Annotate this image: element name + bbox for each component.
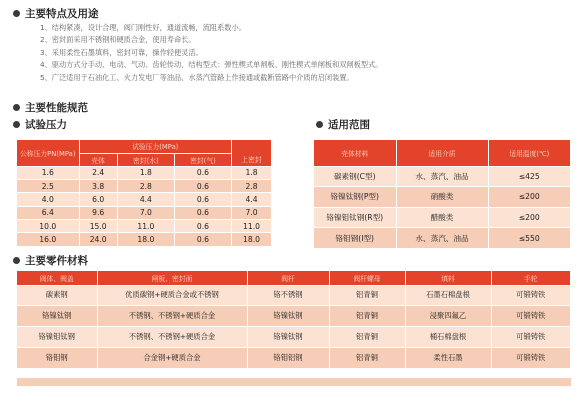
- materials-table: [17, 271, 571, 369]
- header-seal-air: 密封(气): [174, 153, 231, 166]
- table-cell: 铝青铜: [329, 306, 405, 327]
- table-row: [17, 233, 272, 246]
- table-cell: 4.0: [17, 193, 79, 206]
- feature-item: 5、广泛适用于石油化工、火力发电厂等油品、水蒸汽管路上作接通或截断管路中介质的启闭装置。: [40, 72, 354, 82]
- bullet-icon: [13, 10, 20, 17]
- bullet-icon: [316, 121, 323, 128]
- table-cell: 18.0: [117, 233, 174, 246]
- scope-title: 适用范围: [328, 119, 370, 131]
- performance-title: 主要性能规范: [25, 102, 88, 114]
- feature-item: 1、结构紧凑，设计合理，阀门刚性好，通道流畅，流阻系数小。: [40, 23, 246, 32]
- header-upper-seal: 上密封: [232, 140, 272, 166]
- table-cell: 桶石棉盘根: [405, 327, 491, 348]
- table-cell: 碳素钢: [17, 285, 97, 306]
- table-cell: 0.6: [174, 166, 231, 179]
- table-cell: ≤200: [488, 207, 571, 228]
- table-cell: 18.0: [232, 233, 272, 246]
- table-cell: 碳素钢(C型): [314, 166, 396, 187]
- table-header-row: [314, 140, 571, 166]
- bullet-icon: [13, 257, 20, 264]
- table-row: [17, 327, 571, 348]
- table-cell: 2.8: [117, 179, 174, 192]
- table-cell: 铬不锈钢: [247, 285, 329, 306]
- table-cell: 水、蒸汽、油品: [396, 166, 488, 187]
- table-cell: 24.0: [79, 233, 117, 246]
- table-header-row: [17, 140, 272, 153]
- table-row: [17, 193, 272, 206]
- header-gate-seat: 闸板、密封面: [97, 271, 247, 285]
- bullet-icon: [13, 121, 20, 128]
- table-cell: 铬钼钢(I型): [314, 228, 396, 249]
- table-cell: 10.0: [17, 220, 79, 233]
- table-cell: 可锻铸铁: [491, 347, 571, 368]
- table-row: [17, 347, 571, 368]
- table-row: [314, 228, 571, 249]
- table-cell: 15.0: [79, 220, 117, 233]
- header-stem: 阀杆: [247, 271, 329, 285]
- header-body-bonnet: 阀体、阀盖: [17, 271, 97, 285]
- table-cell: 6.0: [79, 193, 117, 206]
- table-cell: 铬镍钼钛钢(R型): [314, 207, 396, 228]
- table-row: [17, 206, 272, 219]
- table-cell: 不锈钢、不锈钢+硬质合金: [97, 306, 247, 327]
- table-cell: 2.4: [79, 166, 117, 179]
- table-cell: 铝青铜: [329, 347, 405, 368]
- table-cell: ≤200: [488, 187, 571, 208]
- header-shell: 壳体: [79, 153, 117, 166]
- header-handwheel: 手轮: [491, 271, 571, 285]
- table-cell: 0.6: [174, 206, 231, 219]
- scope-heading: [316, 117, 370, 132]
- table-cell: 优质碳钢+硬质合金或不锈钢: [97, 285, 247, 306]
- table-cell: 铬镍钛钢: [17, 306, 97, 327]
- table-row: [17, 220, 272, 233]
- table-cell: 1.8: [232, 166, 272, 179]
- table-row: [314, 166, 571, 187]
- table-cell: 2.5: [17, 179, 79, 192]
- table-cell: 浸聚四氟乙: [405, 306, 491, 327]
- table-cell: 铬钼钢: [17, 347, 97, 368]
- features-list: [40, 22, 382, 84]
- header-seal-water: 密封(水): [117, 153, 174, 166]
- header-medium: 适用介质: [396, 140, 488, 166]
- table-cell: 3.8: [79, 179, 117, 192]
- materials-heading: [13, 253, 88, 268]
- table-cell: 7.0: [117, 206, 174, 219]
- pressure-heading: [13, 117, 67, 132]
- footer-band: [17, 378, 571, 386]
- feature-item: 2、密封面采用不锈钢和硬质合金，使用寿命长。: [40, 35, 196, 45]
- feature-item: 4、驱动方式分手动、电动、气动、齿轮传动，结构型式：弹性楔式单闸板、刚性楔式单闸板和双闸板型式。: [40, 60, 383, 70]
- table-cell: 可锻铸铁: [491, 306, 571, 327]
- table-cell: 石墨石棉盘根: [405, 285, 491, 306]
- table-cell: 9.6: [79, 206, 117, 219]
- header-shell-material: 壳体材料: [314, 140, 396, 166]
- header-temperature: 适用温度(℃): [488, 140, 571, 166]
- table-cell: 铝青铜: [329, 285, 405, 306]
- table-row: [17, 179, 272, 192]
- materials-title: 主要零件材料: [25, 255, 88, 267]
- header-packing: 填料: [405, 271, 491, 285]
- table-cell: 0.6: [174, 220, 231, 233]
- table-cell: 7.0: [232, 206, 272, 219]
- table-cell: 铬镍钛钢: [247, 327, 329, 348]
- pressure-table: [17, 140, 272, 247]
- table-cell: 11.0: [232, 220, 272, 233]
- table-cell: 2.8: [232, 179, 272, 192]
- feature-item: 3、采用柔性石墨填料，密封可靠，操作轻便灵活。: [40, 47, 203, 57]
- table-cell: 不锈钢、不锈钢+硬质合金: [97, 327, 247, 348]
- features-heading: [13, 6, 99, 21]
- table-cell: 0.6: [174, 233, 231, 246]
- table-cell: 铬镍钛钢: [247, 306, 329, 327]
- table-cell: 4.4: [117, 193, 174, 206]
- table-row: [314, 187, 571, 208]
- table-cell: 可锻铸铁: [491, 327, 571, 348]
- header-test-pressure: 试验压力(MPa): [79, 140, 232, 153]
- table-cell: 16.0: [17, 233, 79, 246]
- table-row: [17, 306, 571, 327]
- table-cell: 4.4: [232, 193, 272, 206]
- table-cell: 水、蒸汽、油品: [396, 228, 488, 249]
- bullet-icon: [13, 104, 20, 111]
- header-stem-nut: 阀杆螺母: [329, 271, 405, 285]
- table-cell: 铬镍钛钢(P型): [314, 187, 396, 208]
- table-cell: 1.8: [117, 166, 174, 179]
- scope-table: [314, 140, 571, 249]
- table-cell: 铬钼铝钢: [247, 347, 329, 368]
- table-cell: ≤425: [488, 166, 571, 187]
- table-cell: 1.6: [17, 166, 79, 179]
- header-nominal-pressure: 公称压力PN(MPa): [17, 140, 79, 166]
- table-cell: 11.0: [117, 220, 174, 233]
- table-cell: 可锻铸铁: [491, 285, 571, 306]
- table-cell: 0.6: [174, 179, 231, 192]
- table-cell: 硝酸类: [396, 187, 488, 208]
- table-cell: 合金钢+硬质合金: [97, 347, 247, 368]
- pressure-title: 试验压力: [25, 119, 67, 131]
- table-cell: 铝青铜: [329, 327, 405, 348]
- table-row: [314, 207, 571, 228]
- table-row: [17, 166, 272, 179]
- table-row: [17, 285, 571, 306]
- table-header-row: [17, 271, 571, 285]
- table-cell: ≤550: [488, 228, 571, 249]
- table-cell: 柔性石墨: [405, 347, 491, 368]
- performance-heading: [13, 100, 88, 115]
- table-cell: 醋酸类: [396, 207, 488, 228]
- table-cell: 铬镍钼钛钢: [17, 327, 97, 348]
- table-cell: 0.6: [174, 193, 231, 206]
- features-title: 主要特点及用途: [25, 8, 99, 20]
- table-cell: 6.4: [17, 206, 79, 219]
